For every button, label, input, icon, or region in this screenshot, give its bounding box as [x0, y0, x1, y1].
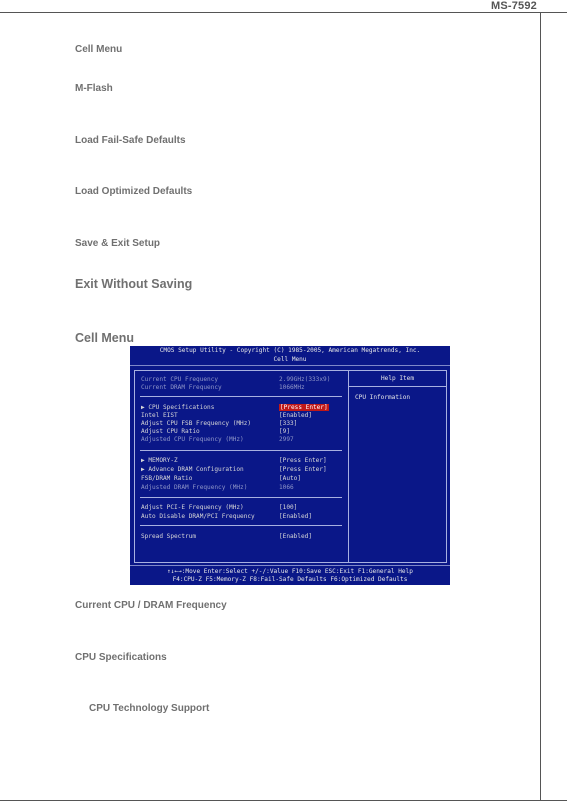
bios-row-value: 2997	[279, 436, 294, 443]
heading-save-exit-setup: Save & Exit Setup	[75, 238, 161, 249]
heading-current-cpu-dram-frequency: Current CPU / DRAM Frequency	[75, 600, 227, 611]
bios-row-label: Spread Spectrum	[141, 533, 197, 540]
bios-row-label: ▶ MEMORY-Z	[141, 457, 178, 464]
bios-footer-divider	[130, 565, 450, 566]
bios-row-label: Adjust CPU Ratio	[141, 428, 200, 435]
bios-row-auto-disable-dram-pci-frequency[interactable]	[141, 513, 346, 521]
bios-row-cpu-specifications[interactable]	[141, 404, 346, 412]
heading-load-optimized-defaults: Load Optimized Defaults	[75, 186, 193, 197]
bios-row-advance-dram-configuration[interactable]	[141, 466, 346, 474]
bios-row-value: [Auto]	[279, 475, 302, 482]
bios-footer-keys-line1: ↑↓←→:Move Enter:Select +/-/:Value F10:Save ESC:Exit F1:General Help	[167, 568, 413, 575]
bios-row-value: 1066MHz	[279, 384, 305, 391]
bios-row-value: [Press Enter]	[279, 457, 327, 464]
bios-row-fsb-dram-ratio[interactable]	[141, 475, 346, 483]
bios-row-adjusted-cpu-frequency	[141, 436, 346, 444]
bios-row-label: ▶ Advance DRAM Configuration	[141, 466, 244, 473]
bios-selected-value: [Press Enter]	[280, 404, 328, 411]
bios-row-label: Adjusted DRAM Frequency (MHz)	[141, 484, 248, 491]
bios-row-value: [333]	[279, 420, 298, 427]
bios-row-adjust-pci-e-frequency[interactable]	[141, 504, 346, 512]
bios-divider	[140, 525, 342, 526]
top-rule	[0, 12, 567, 13]
bios-divider	[140, 450, 342, 451]
bios-title-divider	[130, 365, 450, 366]
model-number: MS-7592	[490, 0, 537, 12]
bios-row-memory-z[interactable]	[141, 457, 346, 465]
bios-row-label: Adjust PCI-E Frequency (MHz)	[141, 504, 244, 511]
bios-row-adjust-cpu-ratio[interactable]	[141, 428, 346, 436]
bios-row-label: Adjusted CPU Frequency (MHz)	[141, 436, 244, 443]
heading-cpu-specifications: CPU Specifications	[75, 652, 167, 663]
bios-cell-menu-screenshot	[130, 346, 450, 585]
bios-row-adjust-cpu-fsb-frequency[interactable]	[141, 420, 346, 428]
bios-divider	[140, 396, 342, 397]
bios-row-spread-spectrum[interactable]	[141, 533, 346, 541]
heading-cell-menu: Cell Menu	[75, 44, 123, 55]
bios-row-label: Auto Disable DRAM/PCI Frequency	[141, 513, 255, 520]
bios-row-value: [Enabled]	[279, 533, 313, 540]
bios-help-title: Help Item	[380, 375, 415, 382]
bios-row-value: 2.99GHz(333x9)	[279, 376, 331, 383]
bottom-rule	[0, 800, 567, 801]
heading-exit-without-saving: Exit Without Saving	[75, 277, 193, 291]
heading-cpu-technology-support: CPU Technology Support	[89, 703, 210, 714]
bios-help-panel	[348, 370, 447, 563]
bios-divider	[140, 497, 342, 498]
bios-title: CMOS Setup Utility - Copyright (C) 1985-2005, American Megatrends, Inc.	[159, 347, 421, 354]
bios-help-text: CPU Information	[355, 394, 411, 401]
bios-row-label: FSB/DRAM Ratio	[141, 475, 193, 482]
bios-row-value: [Press Enter]	[279, 466, 327, 473]
bios-help-divider	[349, 386, 446, 387]
bios-row-label: Current DRAM Frequency	[141, 384, 222, 391]
bios-row-adjusted-dram-frequency	[141, 484, 346, 492]
bios-row-value: [100]	[279, 504, 298, 511]
heading-cell-menu-screenshot: Cell Menu	[75, 331, 135, 345]
bios-row-label: Intel EIST	[141, 412, 178, 419]
bios-row-current-cpu-frequency	[141, 376, 346, 384]
bios-settings-panel	[134, 370, 349, 563]
bios-subtitle: Cell Menu	[273, 356, 307, 363]
bios-row-value: 1066	[279, 484, 294, 491]
bios-row-value	[279, 404, 329, 412]
bios-row-value: [9]	[279, 428, 291, 435]
heading-m-flash: M-Flash	[75, 83, 113, 94]
bios-row-label: Adjust CPU FSB Frequency (MHz)	[141, 420, 252, 427]
bios-row-current-dram-frequency	[141, 384, 346, 392]
bios-row-value: [Enabled]	[279, 412, 313, 419]
bios-row-label: Current CPU Frequency	[141, 376, 219, 383]
bios-row-value: [Enabled]	[279, 513, 313, 520]
right-margin-rule	[540, 12, 541, 800]
heading-load-fail-safe-defaults: Load Fail-Safe Defaults	[75, 135, 186, 146]
bios-row-label: ▶ CPU Specifications	[141, 404, 215, 411]
bios-row-intel-eist[interactable]	[141, 412, 346, 420]
bios-footer-keys-line2: F4:CPU-Z F5:Memory-Z F8:Fail-Safe Defaults F6:Optimized Defaults	[172, 576, 408, 583]
